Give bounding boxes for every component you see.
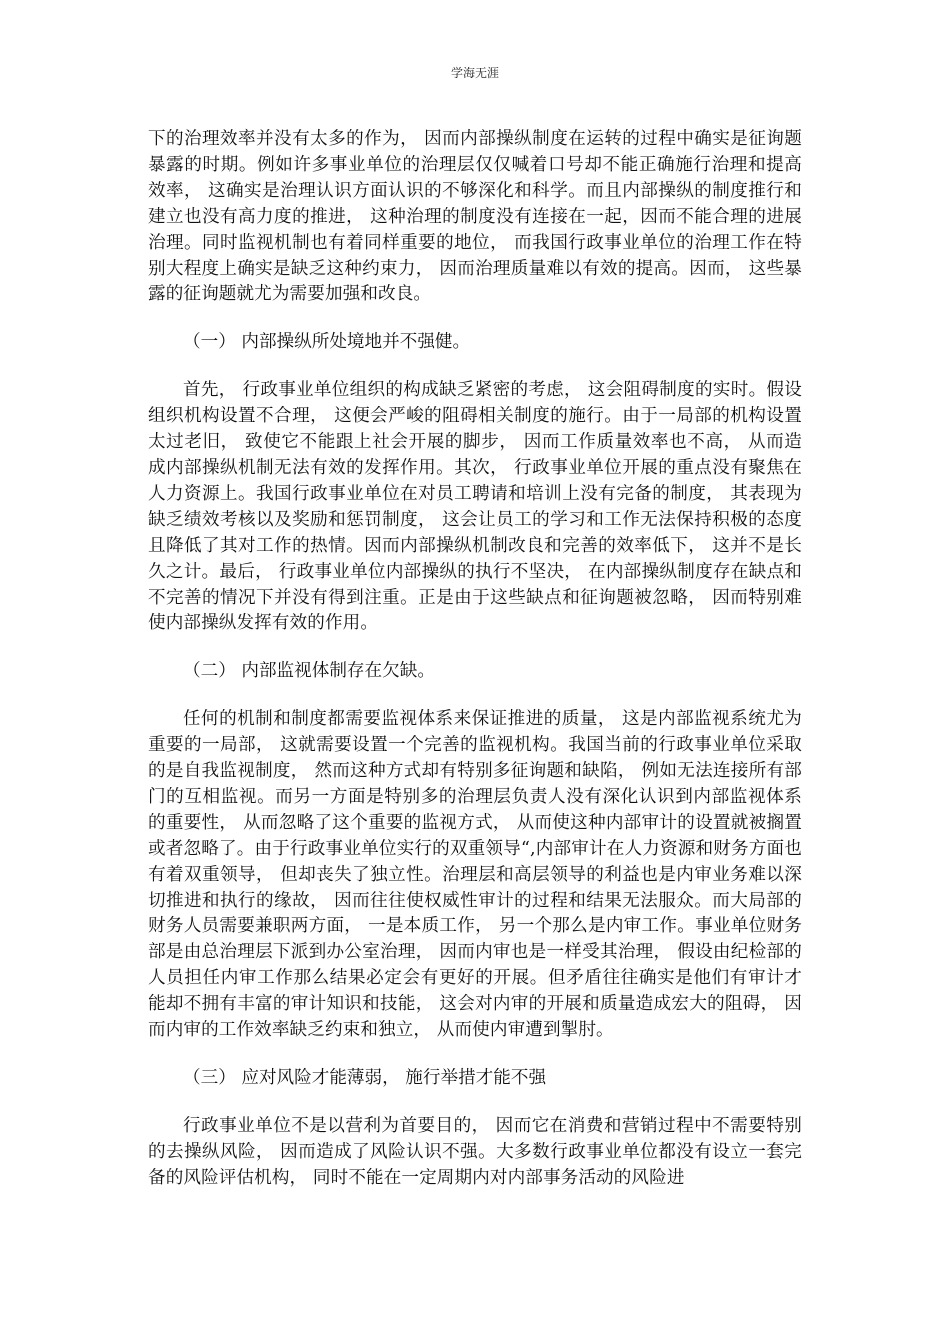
page-header: 学海无涯 [450, 66, 499, 80]
section-heading-1: （一） 内部操纵所处境地并不强健。 [183, 332, 471, 353]
paragraph-3: 任何的机制和制度都需要监视体系来保证推进的质量， 这是内部监视系统尤为重要的一局部， 这就需要设置一个完善的监视机构。我国当前的行政事业单位采取的是自我监视制度， 然而这种方式却有特别多征询题和缺陷， 例如无法连接所有部门的互相监视。而另一方面是特别多的治理层负责人没有深化认识到内部监视体系的重要性， 从而忽略了这个重要的监视方式， 从而使这种内部审计的设置就被搁置或者忽略了。由于行政事业单位实行的双重领导“,内部审计在人力资源和财务方面也有着双重领导， 但却丧失了独立性。治理层和高层领导的利益也是内审业务难以深切推进和执行的缘故， 因而往往使权威性审计的过程和结果无法服众。而大局部的财务人员需要兼职两方面， 一是本质工作， 另一个那么是内审工作。事业单位财务部是由总治理层下派到办公室治理， 因而内审也是一样受其治理， 假设由纪检部的人员担任内审工作那么结果必定会有更好的开展。但矛盾往往确实是他们有审计才能却不拥有丰富的审计知识和技能， 这会对内审的开展和质量造成宏大的阻碍， 因而内审的工作效率缺乏约束和独立， 从而使内审遭到掣肘。 [148, 709, 802, 1041]
paragraph-1: 下的治理效率并没有太多的作为， 因而内部操纵制度在运转的过程中确实是征询题暴露的时期。例如许多事业单位的治理层仅仅喊着口号却不能正确施行治理和提高效率， 这确实是治理认识方面认识的不够深化和科学。而且内部操纵的制度推行和建立也没有高力度的推进， 这种治理的制度没有连接在一起，因而不能合理的进展治理。同时监视机制也有着同样重要的地位， 而我国行政事业单位的治理工作在特别大程度上确实是缺乏这种约束力， 因而治理质量难以有效的提高。因而， 这些暴露的征询题就尤为需要加强和改良。 [148, 129, 802, 305]
section-heading-2: （二） 内部监视体制存在欠缺。 [183, 661, 435, 682]
paragraph-2: 首先， 行政事业单位组织的构成缺乏紧密的考虑， 这会阻碍制度的实时。假设组织机构设置不合理， 这便会严峻的阻碍相关制度的施行。由于一局部的机构设置太过老旧， 致使它不能跟上社会开展的脚步， 因而工作质量效率也不高， 从而造成内部操纵机制无法有效的发挥作用。其次， 行政事业单位开展的重点没有聚焦在人力资源上。我国行政事业单位在对员工聘请和培训上没有完备的制度， 其表现为缺乏绩效考核以及奖励和惩罚制度， 这会让员工的学习和工作无法保持积极的态度且降低了其对工作的热情。因而内部操纵机制改良和完善的效率低下， 这并不是长久之计。最后， 行政事业单位内部操纵的执行不坚决， 在内部操纵制度存在缺点和不完善的情况下并没有得到注重。正是由于这些缺点和征询题被忽略， 因而特别难使内部操纵发挥有效的作用。 [148, 380, 802, 634]
document-body [148, 127, 802, 1192]
paragraph-4: 行政事业单位不是以营利为首要目的， 因而它在消费和营销过程中不需要特别的去操纵风险， 因而造成了风险认识不强。大多数行政事业单位都没有设立一套完备的风险评估机构， 同时不能在一定周期内对内部事务活动的风险进 [148, 1115, 802, 1188]
section-heading-3: （三） 应对风险才能薄弱， 施行举措才能不强 [183, 1068, 547, 1088]
